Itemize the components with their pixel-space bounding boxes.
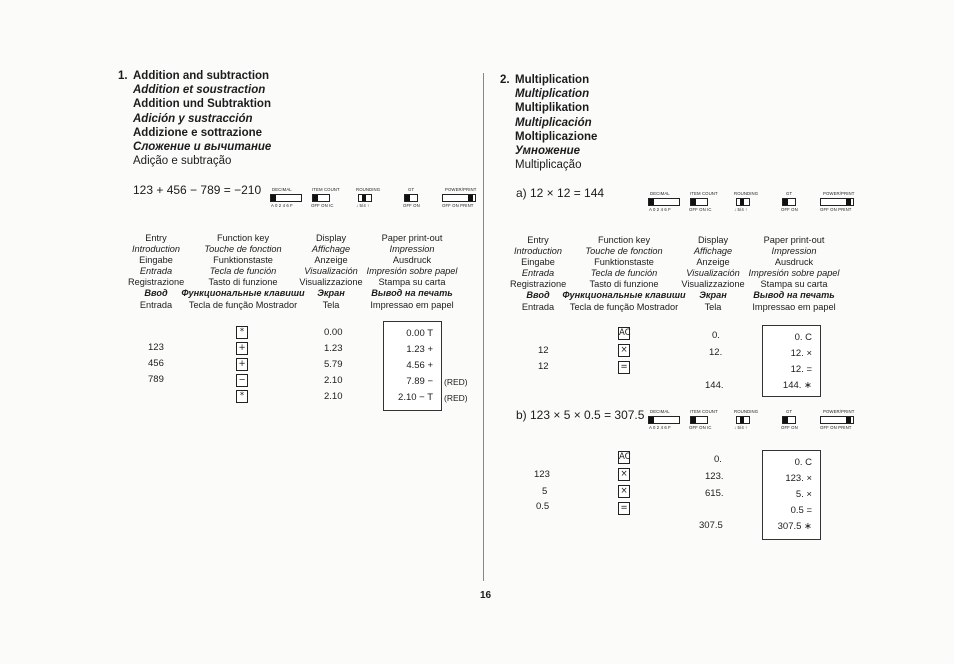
heading-line: Addition et soustraction bbox=[133, 84, 266, 97]
key-multiply[interactable]: × bbox=[618, 344, 630, 357]
column-header-line: Экран bbox=[317, 288, 345, 299]
decimal-label: DECIMAL bbox=[272, 187, 292, 192]
column-header-line: Impresión sobre papel bbox=[748, 268, 840, 279]
left-display-4: 2.10 bbox=[324, 375, 343, 386]
heading-line: Adição e subtração bbox=[133, 155, 232, 168]
column-header-line: Paper print-out bbox=[763, 235, 825, 245]
left-section-number: 1. bbox=[118, 70, 128, 82]
heading-line: Addizione e sottrazione bbox=[133, 126, 263, 139]
left-entry-3: 789 bbox=[148, 374, 164, 385]
b-entry-3: 0.5 bbox=[536, 501, 550, 512]
power-label: POWER/PRINT bbox=[445, 187, 477, 192]
key-asterisk[interactable]: * bbox=[236, 326, 248, 339]
tape-line: 4.56 + bbox=[406, 360, 433, 371]
column-header-line: Eingabe bbox=[139, 255, 173, 266]
tape-line: 7.89 − bbox=[406, 376, 433, 387]
column-header-line: Stampa su carta bbox=[378, 277, 446, 288]
right-section-number: 2. bbox=[500, 74, 510, 86]
key-all-clear[interactable]: AC bbox=[619, 328, 631, 338]
column-header-line: Stampa su carta bbox=[760, 279, 828, 290]
column-header-line: Impression bbox=[771, 246, 817, 257]
column-header-line: Entry bbox=[145, 233, 167, 243]
tape-line: 144. ∗ bbox=[782, 380, 812, 391]
b-paper-tape bbox=[762, 450, 821, 540]
column-header-line: Funktionstaste bbox=[594, 257, 654, 268]
column-header-line: Вывод на печать bbox=[371, 288, 453, 299]
right-header-display bbox=[678, 235, 748, 313]
left-header-entry bbox=[128, 233, 184, 311]
left-equation: 123 + 456 − 789 = −210 bbox=[133, 183, 262, 197]
heading-line: Умножение bbox=[515, 145, 581, 158]
left-settings-switches: DECIMAL A 0 2 4 6 F ITEM COUNT OFF ON IC ROUNDING ↓ 5/4 ↑ GT OFF ON POWER/PRINT OFF ON PRINT bbox=[271, 187, 477, 208]
column-header-line: Touche de fonction bbox=[204, 244, 282, 255]
column-header-line: Funktionstaste bbox=[213, 255, 273, 266]
b-display-1: 0. bbox=[714, 454, 722, 465]
column-header-line: Tecla de função Mostrador bbox=[569, 301, 679, 312]
a-paper-tape bbox=[762, 325, 821, 397]
column-header-line: Tela bbox=[322, 299, 340, 310]
column-header-line: Ввод bbox=[526, 290, 550, 301]
column-header-line: Функциональные клавиши bbox=[562, 290, 686, 301]
column-header-line: Visualización bbox=[304, 266, 358, 277]
column-header-line: Tasto di funzione bbox=[589, 279, 659, 290]
column-header-line: Tasto di funzione bbox=[208, 277, 278, 288]
key-plus[interactable]: + bbox=[236, 358, 248, 371]
column-header-line: Anzeige bbox=[696, 257, 730, 268]
heading-line: Addition and subtraction bbox=[133, 70, 270, 82]
column-header-line: Function key bbox=[216, 233, 270, 243]
example-a-equation: a) 12 × 12 = 144 bbox=[516, 186, 605, 200]
tape-line: 1.23 + bbox=[406, 344, 433, 355]
tape-line: 123. × bbox=[785, 473, 812, 484]
a-display-1: 0. bbox=[712, 330, 720, 341]
key-all-clear[interactable]: AC bbox=[619, 452, 631, 462]
column-header-line: Ausdruck bbox=[392, 255, 432, 266]
heading-line: Adición y sustracción bbox=[133, 112, 253, 125]
tape-line: 0.5 = bbox=[790, 505, 812, 516]
heading-line: Moltiplicazione bbox=[515, 130, 598, 143]
key-multiply[interactable]: × bbox=[618, 485, 630, 498]
left-entry-2: 456 bbox=[148, 358, 164, 369]
column-header-line: Вывод на печать bbox=[753, 290, 835, 301]
left-display-2: 1.23 bbox=[324, 343, 343, 354]
column-header-line: Impressao em papel bbox=[752, 301, 836, 312]
column-header-line: Affichage bbox=[693, 246, 733, 257]
tape-line: 2.10 − T bbox=[398, 392, 433, 403]
column-header-line: Display bbox=[315, 233, 347, 243]
key-plus[interactable]: + bbox=[236, 342, 248, 355]
tape-line: 12. × bbox=[790, 348, 812, 359]
tape-line: 12. = bbox=[790, 364, 812, 375]
right-settings-switches-b: DECIMAL A 0 2 4 6 F ITEM COUNT OFF ON IC ROUNDING ↓ 5/4 ↑ GT OFF ON POWER/PRINT OFF ON PRINT bbox=[649, 409, 855, 430]
column-header-line: Экран bbox=[699, 290, 727, 301]
key-minus[interactable]: − bbox=[236, 374, 248, 387]
column-header-line: Tecla de función bbox=[590, 268, 658, 279]
example-b-equation: b) 123 × 5 × 0.5 = 307.5 bbox=[516, 408, 645, 422]
key-equals[interactable]: = bbox=[618, 502, 630, 515]
red-label: (RED) bbox=[444, 393, 468, 403]
key-equals[interactable]: = bbox=[618, 361, 630, 374]
column-header-line: Display bbox=[697, 235, 729, 245]
column-header-line: Affichage bbox=[311, 244, 351, 255]
column-header-line: Tela bbox=[704, 301, 722, 312]
red-label: (RED) bbox=[444, 377, 468, 387]
column-header-line: Tecla de función bbox=[209, 266, 277, 277]
column-header-line: Impressao em papel bbox=[370, 299, 454, 310]
column-header-line: Anzeige bbox=[314, 255, 348, 266]
tape-line: 5. × bbox=[795, 489, 812, 500]
left-paper-tape bbox=[383, 321, 442, 411]
heading-line: Multiplication bbox=[515, 88, 590, 101]
column-header-line: Introduction bbox=[131, 244, 180, 255]
column-divider bbox=[483, 73, 484, 581]
column-header-line: Impression bbox=[389, 244, 435, 255]
tape-line: 0. C bbox=[794, 457, 812, 468]
column-header-line: Ввод bbox=[144, 288, 168, 299]
column-header-line: Impresión sobre papel bbox=[366, 266, 458, 277]
a-display-2: 12. bbox=[709, 347, 723, 358]
a-entry-2: 12 bbox=[538, 361, 549, 372]
rounding-label: ROUNDING bbox=[356, 187, 381, 192]
b-display-2: 123. bbox=[705, 471, 724, 482]
gt-label: GT bbox=[408, 187, 415, 192]
right-header-function bbox=[556, 235, 692, 313]
right-settings-switches-a: DECIMAL A 0 2 4 6 F ITEM COUNT OFF ON IC ROUNDING ↓ 5/4 ↑ GT OFF ON POWER/PRINT OFF ON PRINT bbox=[649, 191, 855, 212]
heading-line: Multiplicación bbox=[515, 116, 592, 129]
column-header-line: Entrada bbox=[139, 299, 173, 310]
column-header-line: Visualizzazione bbox=[681, 279, 745, 290]
right-header-paper bbox=[746, 235, 842, 313]
heading-line: Multiplicação bbox=[515, 159, 582, 172]
tape-line: 0.00 T bbox=[406, 328, 433, 339]
column-header-line: Registrazione bbox=[128, 277, 185, 288]
b-display-3: 615. bbox=[705, 488, 724, 499]
column-header-line: Touche de fonction bbox=[585, 246, 663, 257]
column-header-line: Tecla de função Mostrador bbox=[188, 299, 298, 310]
left-display-3: 5.79 bbox=[324, 359, 343, 370]
column-header-line: Function key bbox=[597, 235, 651, 245]
b-entry-2: 5 bbox=[542, 486, 548, 497]
column-header-line: Visualización bbox=[686, 268, 740, 279]
column-header-line: Paper print-out bbox=[381, 233, 443, 243]
column-header-line: Introduction bbox=[513, 246, 562, 257]
column-header-line: Visualizzazione bbox=[299, 277, 363, 288]
left-header-display bbox=[296, 233, 366, 311]
page-number: 16 bbox=[480, 590, 492, 601]
column-header-line: Entrada bbox=[521, 268, 555, 279]
left-display-1: 0.00 bbox=[324, 327, 343, 338]
column-header-line: Функциональные клавиши bbox=[181, 288, 305, 299]
column-header-line: Eingabe bbox=[521, 257, 555, 268]
heading-line: Multiplikation bbox=[515, 102, 590, 115]
item-count-label: ITEM COUNT bbox=[312, 187, 340, 192]
b-display-4: 307.5 bbox=[699, 520, 723, 531]
left-header-paper bbox=[364, 233, 460, 311]
a-display-3: 144. bbox=[705, 380, 724, 391]
heading-line: Multiplication bbox=[515, 74, 590, 86]
heading-line: Сложение и вычитание bbox=[133, 141, 272, 154]
tape-line: 0. C bbox=[794, 332, 812, 343]
column-header-line: Entrada bbox=[521, 301, 555, 312]
key-asterisk[interactable]: * bbox=[236, 390, 248, 403]
column-header-line: Entry bbox=[527, 235, 549, 245]
tape-line: 307.5 ∗ bbox=[777, 521, 812, 532]
left-display-5: 2.10 bbox=[324, 391, 343, 402]
b-entry-1: 123 bbox=[534, 469, 550, 480]
left-entry-1: 123 bbox=[148, 342, 164, 353]
column-header-line: Entrada bbox=[139, 266, 173, 277]
left-header-function bbox=[180, 233, 306, 311]
key-multiply[interactable]: × bbox=[618, 468, 630, 481]
column-header-line: Ausdruck bbox=[774, 257, 814, 268]
column-header-line: Registrazione bbox=[510, 279, 567, 290]
heading-line: Addition und Subtraktion bbox=[133, 98, 271, 111]
a-entry-1: 12 bbox=[538, 345, 549, 356]
